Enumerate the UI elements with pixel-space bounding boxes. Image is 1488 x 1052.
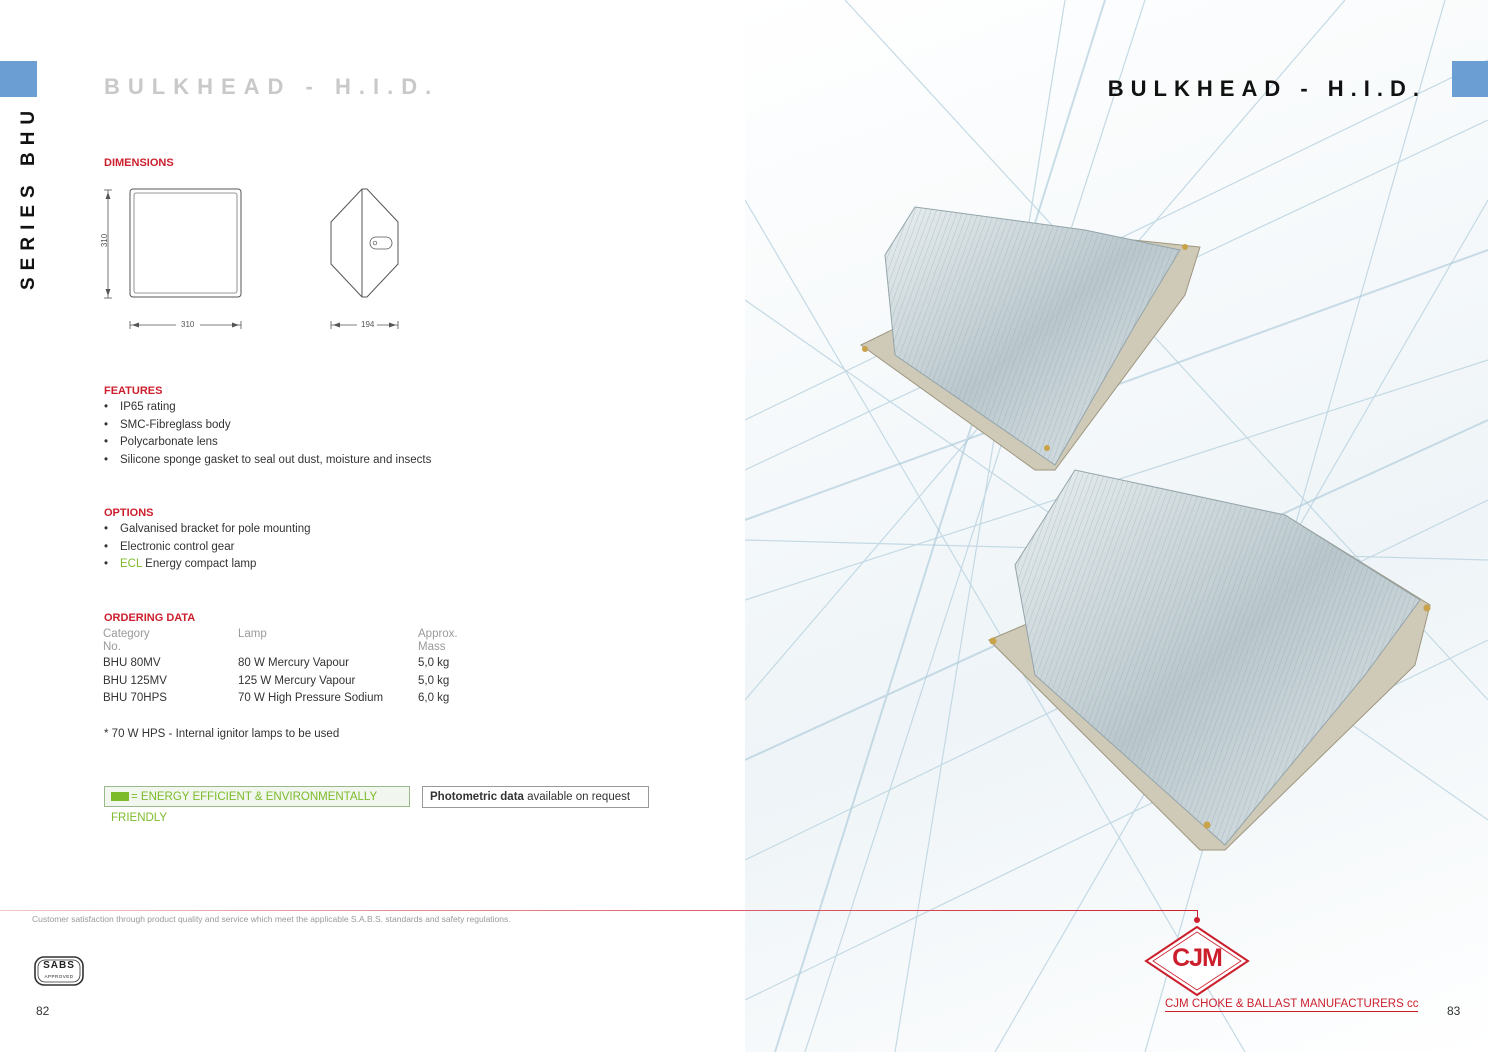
table-row: BHU 125MV 125 W Mercury Vapour 5,0 kg bbox=[103, 674, 450, 687]
options-list bbox=[104, 521, 311, 574]
series-label: SERIES BHU bbox=[18, 103, 39, 290]
ecl-highlight: ECL bbox=[120, 558, 142, 570]
left-blue-tab bbox=[0, 61, 37, 97]
right-page bbox=[745, 0, 1488, 1052]
list-item: • SMC-Fibreglass body bbox=[104, 418, 231, 431]
features-heading: FEATURES bbox=[104, 385, 163, 397]
sabs-logo-text: SABS bbox=[43, 960, 75, 971]
ordering-table bbox=[103, 628, 478, 708]
cjm-logo-text: CJM bbox=[1172, 944, 1222, 972]
list-item: • Electronic control gear bbox=[104, 540, 235, 553]
list-item: • ECL Energy compact lamp bbox=[104, 558, 257, 570]
footer-rule bbox=[0, 910, 1198, 911]
footer-rule-dot bbox=[1194, 917, 1200, 923]
right-blue-tab bbox=[1452, 61, 1488, 97]
bulkhead-lamp-image-top bbox=[855, 185, 1205, 475]
footer-text: Customer satisfaction through product quality and service which meet the applicable S.A.B.S. standards and safety regulations. bbox=[32, 914, 511, 924]
front-width-label: 310 bbox=[181, 320, 195, 329]
front-height-label: 310 bbox=[100, 233, 110, 248]
bulkhead-lamp-image-bottom bbox=[985, 465, 1435, 855]
left-page-title: BULKHEAD - H.I.D. bbox=[104, 74, 440, 99]
page-number-right: 83 bbox=[1447, 1004, 1461, 1018]
list-item: • Silicone sponge gasket to seal out dust, moisture and insects bbox=[104, 453, 432, 466]
energy-efficient-legend: = ENERGY EFFICIENT & ENVIRONMENTALLY FRIENDLY bbox=[104, 786, 410, 807]
sabs-logo-subtext: APPROVED bbox=[44, 974, 74, 979]
page-number-left: 82 bbox=[36, 1004, 50, 1018]
features-list bbox=[104, 399, 431, 469]
ordering-note: * 70 W HPS - Internal ignitor lamps to be used bbox=[104, 728, 340, 740]
list-item: • Polycarbonate lens bbox=[104, 436, 218, 448]
ordering-heading: ORDERING DATA bbox=[104, 612, 196, 624]
company-name: CJM CHOKE & BALLAST MANUFACTURERS cc bbox=[1165, 998, 1419, 1010]
side-depth-label: 194 bbox=[361, 320, 375, 329]
dimension-drawings bbox=[96, 182, 416, 342]
list-item: • IP65 rating bbox=[104, 401, 176, 413]
dimensions-heading: DIMENSIONS bbox=[104, 157, 174, 169]
green-swatch bbox=[111, 792, 129, 801]
table-row: BHU 80MV 80 W Mercury Vapour 5,0 kg bbox=[103, 657, 450, 669]
options-heading: OPTIONS bbox=[104, 507, 154, 519]
table-header: Category No. Lamp Approx. Mass bbox=[103, 628, 458, 653]
list-item: • Galvanised bracket for pole mounting bbox=[104, 523, 311, 535]
table-row: BHU 70HPS 70 W High Pressure Sodium 6,0 kg bbox=[103, 692, 450, 704]
right-page-title: BULKHEAD - H.I.D. bbox=[1107, 76, 1426, 101]
photometric-legend: Photometric data available on request bbox=[422, 786, 649, 808]
